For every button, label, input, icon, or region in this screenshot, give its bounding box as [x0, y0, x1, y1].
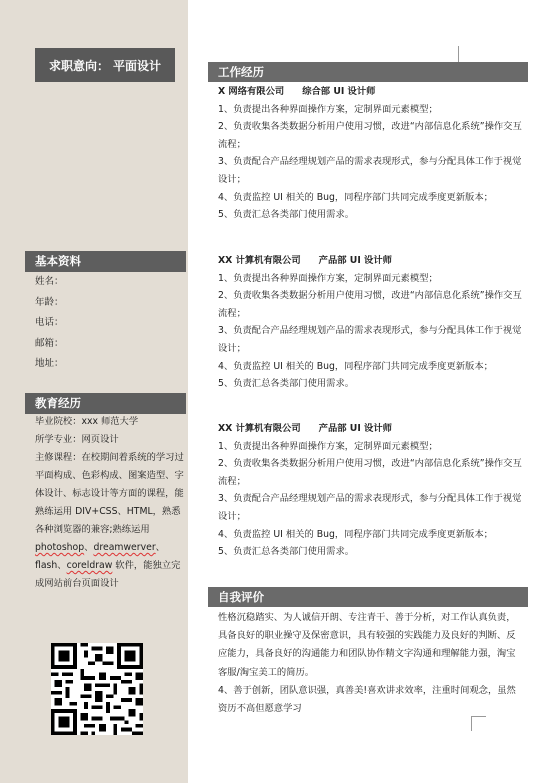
eval-paragraph: 4、善于创新，团队意识强，真善美!喜欢讲求效率，注重时间观念，虽然资历不高但愿意学习 [218, 684, 516, 715]
self-evaluation-heading: 自我评价 [208, 587, 528, 607]
job-duty: 3、负责配合产品经理规划产品的需求表现形式，参与分配具体工作于视觉设计； [218, 493, 522, 522]
job-duty: 1、负责提出各种界面操作方案，定制界面元素模型； [218, 272, 438, 284]
job-duty: 5、负责汇总各类部门使用需求。 [218, 209, 355, 221]
job-dept: 产品部 UI 设计师 [318, 255, 392, 266]
edu-tool-photoshop: photoshop [35, 542, 85, 553]
job-duty: 2、负责收集各类数据分析用户使用习惯，改进“内部信息化系统”操作交互流程； [218, 121, 522, 150]
job-entry [218, 83, 523, 224]
job-duty: 5、负责汇总各类部门使用需求。 [218, 546, 355, 558]
education-details [35, 413, 185, 593]
crop-mark-top [458, 46, 471, 63]
job-duty: 4、负责监控 UI 相关的 Bug，同程序部门共同完成季度更新版本； [218, 528, 493, 540]
job-entry [218, 252, 523, 393]
edu-courses-text: 主修课程：在校期间着系统的学习过平面构成、色彩构成、图案造型、字体设计、标志设计等方面的课程，能熟练运用 DIV+CSS、HTML，熟悉各种浏览器的兼容;熟练运用 [35, 452, 184, 535]
objective-label: 求职意向： [48, 58, 109, 73]
job-title-line [218, 420, 523, 438]
job-entry [218, 420, 523, 561]
edu-tool-coreldraw: coreldraw [66, 560, 113, 571]
edu-tail-prefix: flash、 [35, 560, 67, 571]
work-experience-heading: 工作经历 [208, 62, 528, 82]
name-field-label: 姓名： [35, 276, 64, 287]
qr-code-image [51, 643, 143, 735]
age-field-label: 年龄： [35, 296, 64, 308]
job-company: XX 计算机有限公司 [218, 255, 301, 266]
self-evaluation-text [218, 609, 523, 718]
job-company: X 网络有限公司 [218, 86, 285, 97]
edu-tail: 软件，能独立完成网站前台页面设计 [35, 560, 181, 589]
job-duty: 2、负责收集各类数据分析用户使用习惯，改进“内部信息化系统”操作交互流程； [218, 458, 522, 487]
job-duty: 3、负责配合产品经理规划产品的需求表现形式，参与分配具体工作于视觉设计； [218, 325, 522, 354]
edu-major: 所学专业：网页设计 [35, 434, 119, 445]
job-objective-banner [35, 48, 175, 82]
eval-paragraph: 性格沉稳踏实、为人诚信开朗、专注青干、善于分析，对工作认真负责，具备良好的职业操守及保密意识，具有较强的实践能力及良好的判断、反应能力，具备良好的沟通能力和团队协作精文字沟通和理解能力强，淘宝客服/淘宝美工的简历。 [218, 612, 516, 678]
basic-info-list [35, 272, 64, 375]
job-duty: 4、负责监控 UI 相关的 Bug，同程序部门共同完成季度更新版本； [218, 360, 493, 372]
address-field-label: 地址： [35, 358, 64, 369]
job-duty: 1、负责提出各种界面操作方案，定制界面元素模型； [218, 103, 438, 115]
job-duty: 1、负责提出各种界面操作方案，定制界面元素模型； [218, 440, 438, 452]
job-duty: 5、负责汇总各类部门使用需求。 [218, 378, 355, 390]
job-duty: 2、负责收集各类数据分析用户使用习惯，改进“内部信息化系统”操作交互流程； [218, 290, 522, 319]
education-heading: 教育经历 [25, 393, 186, 414]
basic-info-heading: 基本资料 [25, 251, 186, 272]
edu-school: 毕业院校：xxx 师范大学 [35, 416, 139, 427]
crop-mark-bottom [471, 716, 486, 731]
job-title-line [218, 83, 523, 101]
email-field-label: 邮箱： [35, 337, 64, 349]
objective-value: 平面设计 [113, 58, 162, 73]
job-dept: 产品部 UI 设计师 [318, 423, 392, 434]
job-duty: 3、负责配合产品经理规划产品的需求表现形式，参与分配具体工作于视觉设计； [218, 156, 522, 185]
edu-courses: 主修课程：在校期间着系统的学习过平面构成、色彩构成、图案造型、字体设计、标志设计等方面的课程，能熟练运用 DIV+CSS、HTML，熟悉各种浏览器的兼容;熟练运用 photoshop、dreamwerver、flash、coreldraw 软件，能独立完成网站前台页面设计 [35, 452, 184, 589]
edu-tool-dreamwerver: dreamwerver [93, 542, 156, 553]
job-duty: 4、负责监控 UI 相关的 Bug，同程序部门共同完成季度更新版本； [218, 191, 493, 203]
job-title-line [218, 252, 523, 270]
phone-field-label: 电话： [35, 317, 64, 328]
job-dept: 综合部 UI 设计师 [302, 86, 376, 97]
job-company: XX 计算机有限公司 [218, 423, 301, 434]
